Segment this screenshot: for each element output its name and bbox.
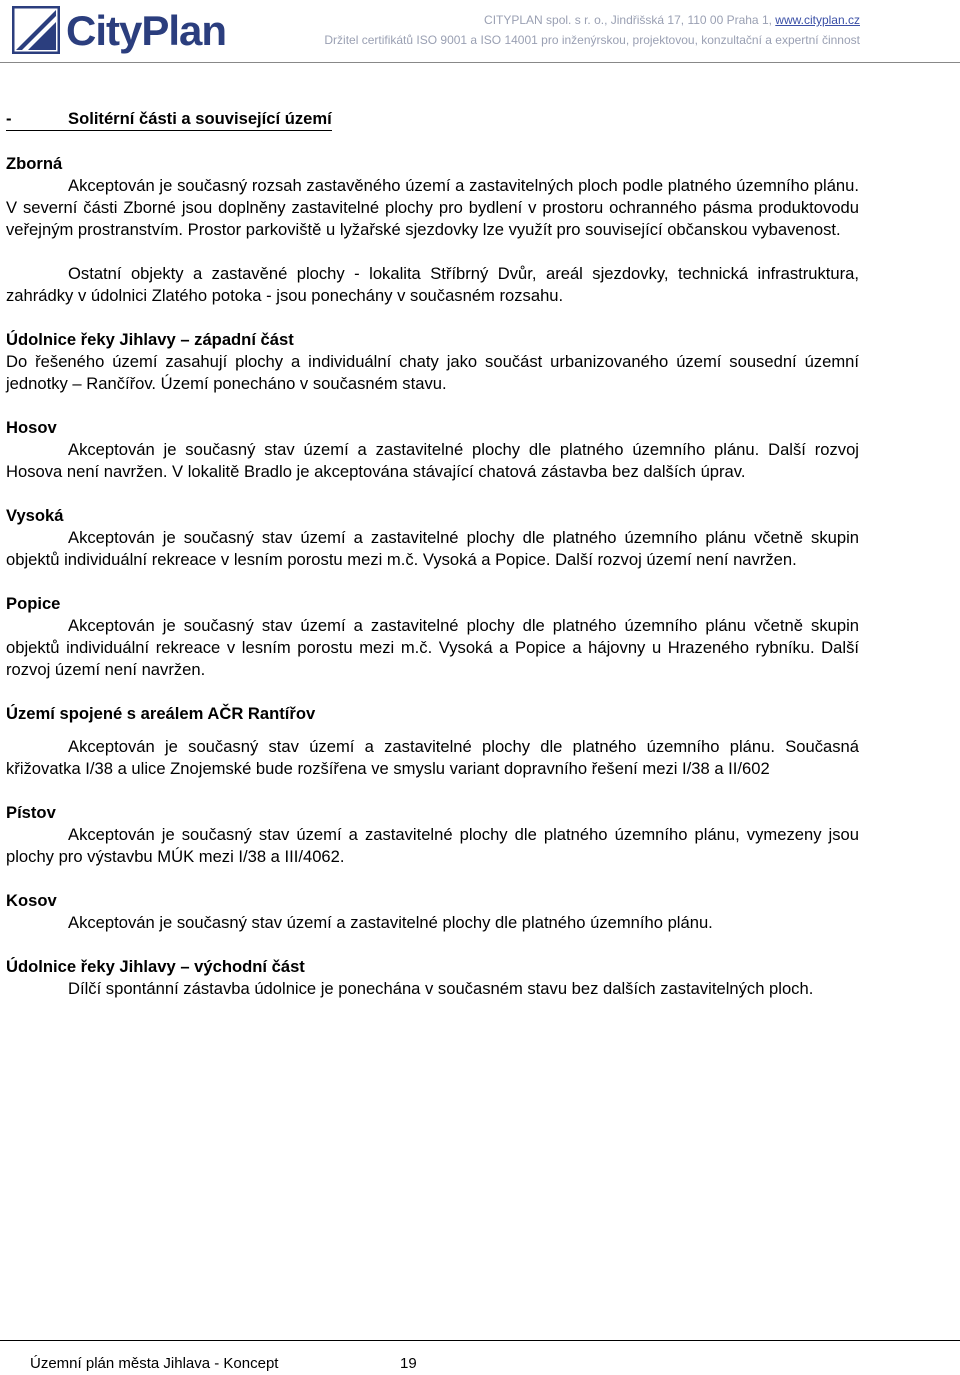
company-address xyxy=(484,13,860,27)
page-header xyxy=(0,0,960,64)
heading-popice: Popice xyxy=(6,594,61,613)
paragraph-vysoka: Akceptován je současný stav území a zastavitelné plochy dle platného územního plánu včetně skupin objektů individuální rekreace v lesním porostu mezi m.č. Vysoká a Popice. Další rozvoj území není navržen. xyxy=(6,528,859,569)
company-name-address: CITYPLAN spol. s r. o., Jindřišská 17, 110 00 Praha 1, xyxy=(484,13,776,27)
section-title: Solitérní části a související území xyxy=(68,108,332,131)
paragraph-kosov: Akceptován je současný stav území a zastavitelné plochy dle platného územního plánu. xyxy=(68,913,713,932)
heading-udolnice-vychod: Údolnice řeky Jihlavy – východní část xyxy=(6,957,305,976)
paragraph-pistov: Akceptován je současný stav území a zastavitelné plochy dle platného územního plánu, vymezeny jsou plochy pro výstavbu MÚK mezi I/38 a III/4062. xyxy=(6,825,859,866)
heading-acr-rantirov: Území spojené s areálem AČR Rantířov xyxy=(6,704,316,723)
paragraph-udolnice-zapad: Do řešeného území zasahují plochy a individuální chaty jako součást urbanizovaného území sousední územní jednotky – Rančířov. Území ponecháno v současném stavu. xyxy=(6,352,859,393)
footer-title: Územní plán města Jihlava - Koncept xyxy=(30,1355,279,1372)
cityplan-logo xyxy=(12,6,227,56)
heading-hosov: Hosov xyxy=(6,418,57,437)
heading-kosov: Kosov xyxy=(6,891,57,910)
document-body xyxy=(6,108,859,1022)
header-divider xyxy=(0,62,960,63)
paragraph-udolnice-vychod: Dílčí spontánní zástavba údolnice je ponechána v současném stavu bez dalších zastavitelných ploch. xyxy=(68,979,814,998)
paragraph-popice: Akceptován je současný stav území a zastavitelné plochy dle platného územního plánu včetně skupin objektů individuální rekreace v lesním porostu mezi m.č. Vysoká a Popice a hájovny u Hrazeného rybníku. Další rozvoj území není navržen. xyxy=(6,616,859,679)
heading-vysoka: Vysoká xyxy=(6,506,64,525)
certification-note: Držitel certifikátů ISO 9001 a ISO 14001 pro inženýrskou, projektovou, konzultační a expertní činnost xyxy=(324,33,860,47)
heading-pistov: Pístov xyxy=(6,803,56,822)
section-dash: - xyxy=(6,108,68,131)
page-footer xyxy=(30,1355,417,1372)
paragraph-acr-rantirov: Akceptován je současný stav území a zastavitelné plochy dle platného územního plánu. Současná křižovatka I/38 a ulice Znojemské bude rozšířena ve smyslu variant dopravního řešení mezi I/38 a II/602 xyxy=(6,737,859,778)
cityplan-logo-icon xyxy=(12,6,60,54)
paragraph-hosov: Akceptován je současný stav území a zastavitelné plochy dle platného územního plánu. Další rozvoj Hosova není navržen. V lokalitě Bradlo je akceptována stávající chatová zástavba bez dalších úprav. xyxy=(6,440,859,481)
paragraph-zborna-2: Ostatní objekty a zastavěné plochy - lokalita Stříbrný Dvůr, areál sjezdovky, technická infrastruktura, zahrádky v údolnici Zlatého potoka - jsou ponechány v současném rozsahu. xyxy=(6,264,859,305)
company-website-link[interactable]: www.cityplan.cz xyxy=(775,13,860,27)
section-heading xyxy=(6,108,859,131)
page-number: 19 xyxy=(400,1355,417,1372)
heading-udolnice-zapad: Údolnice řeky Jihlavy – západní část xyxy=(6,330,294,349)
heading-zborna: Zborná xyxy=(6,154,63,173)
footer-divider xyxy=(0,1340,960,1341)
paragraph-zborna-1: Akceptován je současný rozsah zastavěného území a zastavitelných ploch podle platného územního plánu. V severní části Zborné jsou doplněny zastavitelné plochy pro bydlení v prostoru ochranného pásma produktovodu veřejným prostranstvím. Prostor parkoviště u lyžařské sjezdovky lze využít pro související občanskou vybavenost. xyxy=(6,176,859,239)
logo-wordmark: CityPlan xyxy=(66,7,227,54)
